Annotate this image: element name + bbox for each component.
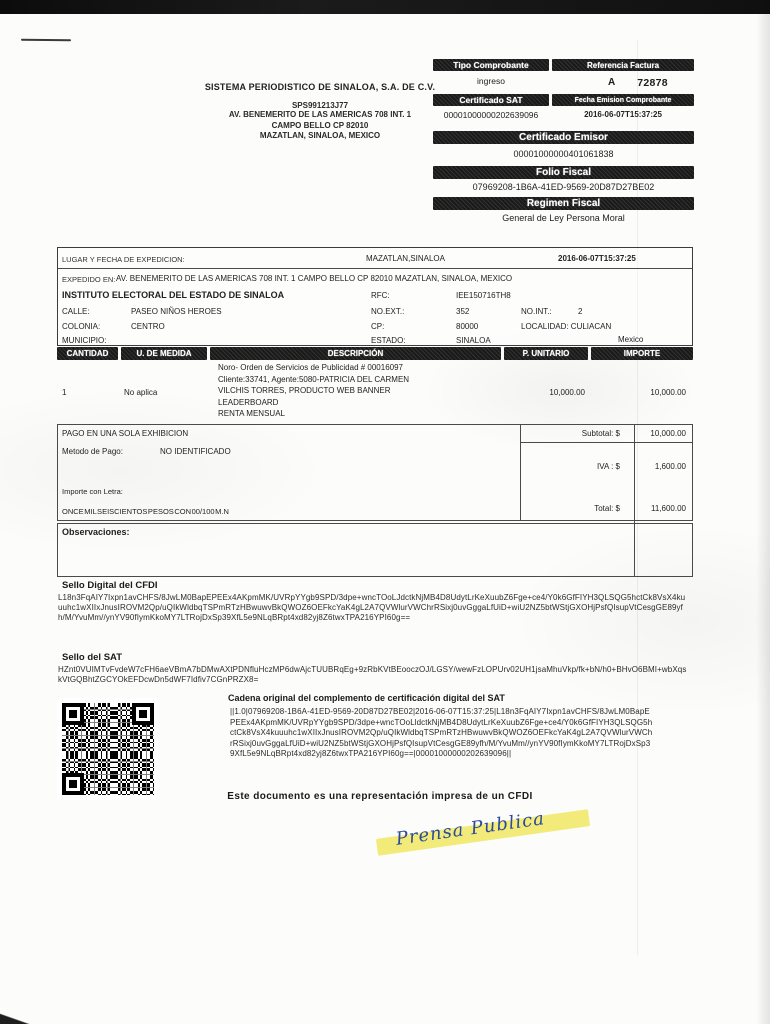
expedido-value: AV. BENEMERITO DE LAS AMERICAS 708 INT. 1 CAMPO BELLO CP 82010 MAZATLAN, SINALOA, MEXICO	[116, 274, 513, 283]
no-ext-label: NO.EXT.:	[371, 307, 405, 316]
iva-label: IVA : $	[597, 462, 620, 471]
sello-cfdi-label: Sello Digital del CFDI	[62, 580, 158, 591]
certificado-emisor-header: Certificado Emisor	[433, 131, 694, 144]
col-header-importe: IMPORTE	[591, 347, 693, 360]
qr-finder-icon	[62, 703, 84, 725]
observaciones-box	[57, 523, 693, 577]
issuer-address-line2: CAMPO BELLO CP 82010	[271, 120, 369, 130]
qr-pattern	[62, 703, 154, 795]
rfc-label: RFC:	[371, 291, 390, 300]
item-descripcion	[218, 363, 508, 418]
factura-serie: A	[608, 77, 616, 88]
no-int-value: 2	[578, 307, 583, 316]
metodo-pago-value: NO IDENTIFICADO	[160, 447, 231, 456]
col-header-unidad: U. DE MEDIDA	[121, 347, 207, 360]
importe-letra-label: Importe con Letra:	[62, 487, 123, 496]
fecha-emision-header: Fecha Emision Comprobante	[552, 94, 694, 106]
cadena-original-label: Cadena original del complemento de certificación digital del SAT	[228, 693, 505, 703]
issuer-address-line3: MAZATLAN, SINALOA, MEXICO	[259, 131, 381, 140]
total-value: 11,600.00	[651, 504, 686, 513]
folio-fiscal-header: Folio Fiscal	[433, 166, 694, 179]
iva-value: 1,600.00	[654, 462, 686, 471]
scan-artifact-top-bar	[0, 0, 770, 14]
col-header-cantidad: CANTIDAD	[57, 347, 118, 360]
receiver-info-box	[57, 247, 693, 346]
rfc-value: IEE150716TH8	[456, 291, 511, 300]
lugar-fecha-place: MAZATLAN,SINALOA	[366, 254, 445, 263]
item-desc-line: VILCHIS TORRES, PRODUCTO WEB BANNER	[218, 386, 391, 395]
observaciones-label: Observaciones:	[62, 527, 130, 537]
tipo-comprobante-value: ingreso	[477, 76, 505, 86]
tipo-comprobante-header: Tipo Comprobante	[433, 59, 549, 71]
item-desc-line: Cliente:33741, Agente:5080-PATRICIA DEL CARMEN	[218, 374, 410, 384]
scan-artifact-edge-shadow	[756, 0, 770, 1024]
item-desc-line: Noro- Orden de Servicios de Publicidad # 00016097	[218, 363, 404, 372]
colonia-value: CENTRO	[131, 322, 165, 331]
factura-folio: 72878	[637, 76, 668, 89]
handwritten-note: Prensa Publica	[394, 808, 547, 850]
folio-fiscal-value: 07969208-1B6A-41ED-9569-20D87D27BE02	[472, 182, 655, 192]
metodo-pago-label: Metodo de Pago:	[62, 447, 123, 456]
lugar-fecha-datetime: 2016-06-07T15:37:25	[558, 254, 636, 263]
calle-label: CALLE:	[62, 307, 90, 316]
item-unidad: No aplica	[124, 388, 158, 397]
client-name: INSTITUTO ELECTORAL DEL ESTADO DE SINALOA	[62, 290, 285, 300]
referencia-factura-header: Referencia Factura	[552, 59, 694, 71]
regimen-fiscal-value: General de Ley Persona Moral	[502, 213, 625, 223]
calle-value: PASEO NIÑOS HEROES	[131, 307, 222, 316]
issuer-rfc: SPS991213J77	[291, 101, 349, 110]
referencia-factura-value	[552, 76, 694, 89]
scan-artifact-pen-mark	[21, 39, 71, 41]
col-header-descripcion: DESCRIPCIÓN	[210, 347, 501, 360]
qr-code-icon	[57, 698, 159, 800]
importe-letra-value: ONCE MIL SEISCIENTOS PESOS CON 00/100 M.N	[62, 507, 229, 516]
certificado-sat-header: Certificado SAT	[433, 94, 549, 106]
item-desc-line: RENTA MENSUAL	[218, 409, 285, 418]
total-label: Total: $	[594, 504, 620, 513]
subtotal-label: Subtotal: $	[581, 429, 620, 438]
issuer-address-line1: AV. BENEMERITO DE LAS AMERICAS 708 INT. 1	[228, 110, 412, 119]
pago-text: PAGO EN UNA SOLA EXHIBICION	[62, 429, 189, 438]
sello-sat-value: HZnt0VUIMTvFvdeW7cFH6aeVBmA7bDMwAXtPDNfluHczMP6dwAjcTUUBRqEg+9zRbKVtBEooczOJ/LGSY/wewFzLOPUrv02UH1jsaMhuVkp/fk+bN/h0+BHvO6BMI+wbXqskVtGQBhtZGCYOkEFDcwDn5dWF7Idfiv7CGnPRZX8=	[58, 665, 687, 684]
certificado-emisor-value: 00001000000401061838	[513, 149, 614, 159]
cp-label: CP:	[371, 322, 385, 331]
subtotal-value: 10,000.00	[650, 429, 686, 438]
fiscal-header	[433, 59, 694, 223]
estado-value: SINALOA	[456, 336, 491, 345]
item-importe: 10,000.00	[650, 388, 686, 397]
issuer-name: SISTEMA PERIODISTICO DE SINALOA, S.A. DE C.V.	[204, 82, 436, 92]
cp-value: 80000	[456, 322, 479, 331]
item-cantidad: 1	[62, 388, 67, 397]
col-header-p-unitario: P. UNITARIO	[504, 347, 588, 360]
lugar-fecha-label: LUGAR Y FECHA DE EXPEDICION:	[62, 255, 185, 264]
municipio-label: MUNICIPIO:	[62, 336, 107, 345]
regimen-fiscal-header: Regimen Fiscal	[433, 197, 694, 210]
estado-label: ESTADO:	[371, 336, 406, 345]
fecha-emision-value: 2016-06-07T15:37:25	[584, 110, 662, 119]
certificado-sat-value: 00001000000202639096	[443, 110, 539, 120]
subtotal-underline	[520, 442, 693, 443]
qr-finder-icon	[132, 703, 154, 725]
sello-sat-label: Sello del SAT	[62, 652, 123, 663]
sello-cfdi-value: L18n3FqAIY7Ixpn1avCHFS/8JwLM0BapEPEEx4AKpmMK/UVRpYYgb9SPD/3dpe+wncTOoLJdctkNjMB4D8UdytLrKeXuubZ6Fge+ce4/Y0k6GfFIYH3QLSQG5hctCk8VsX4kuuuhc1wXIIxJnusIROVM2Qp/uQIkWldbqTSPmRTzHBwuwvBkQWOZ6OEFkcYaK4gL2A7QVWlurVWChrRSixj0uvGggaLfUiD+wiU2NZ5btWStjGXOHjPsfQIsupVtCesgGE89yfh/M/YvuMm//ynYV90fIymKkoMY7LTRojDxSp39XfL5e9NLqBRpt4xd82yj8Z6twxTPA216YPI60g==	[58, 593, 686, 622]
totals-divider-left	[520, 424, 521, 521]
expedido-label: EXPEDIDO EN:	[62, 275, 116, 284]
info-box-divider	[58, 268, 692, 269]
item-p-unitario: 10,000.00	[549, 388, 585, 397]
item-desc-line: LEADERBOARD	[218, 397, 279, 407]
cfdi-representation-note: Este documento es una representación impresa de un CFDI	[227, 791, 533, 802]
scan-artifact-corner-mark	[0, 1012, 34, 1024]
no-ext-value: 352	[456, 307, 470, 316]
localidad-label: LOCALIDAD: CULIACAN	[521, 322, 612, 331]
country-value: Mexico	[618, 335, 644, 344]
no-int-label: NO.INT.:	[521, 307, 552, 316]
colonia-label: COLONIA:	[62, 322, 101, 331]
cadena-original-value: ||1.0|07969208-1B6A-41ED-9569-20D87D27BE02|2016-06-07T15:37:25|L18n3FqAIY7Ixpn1avCHFS/8JwLM0BapEPEEx4AKpmMK/UVRpYYgb9SPD/3dpe+wncTOoLldctkNjMB4D8UdytLrKeXuubZ6Fge+ce4/Y0k6GfFIYH3QLSQG5hctCk8VsX4kuuuhc1wXIIxJnusIROVM2Qp/uQIkWldbqTSPmRTzHBwuwvBkQWOZ6OEFkcYaK4gL2A7QVWlurVWChrRSixj0uvGggaLfUiD+wiU2NZ5btWStjGXOHjPsfQIsupVtCesgGE89yfh/M/YvuMm//ynYV90fIymKkoMY7LTRojDxSp39XfL5e9NLqBRpt4xd82yj8Z6twxTPA216YPI60g==|00001000000202639096||	[230, 707, 653, 758]
